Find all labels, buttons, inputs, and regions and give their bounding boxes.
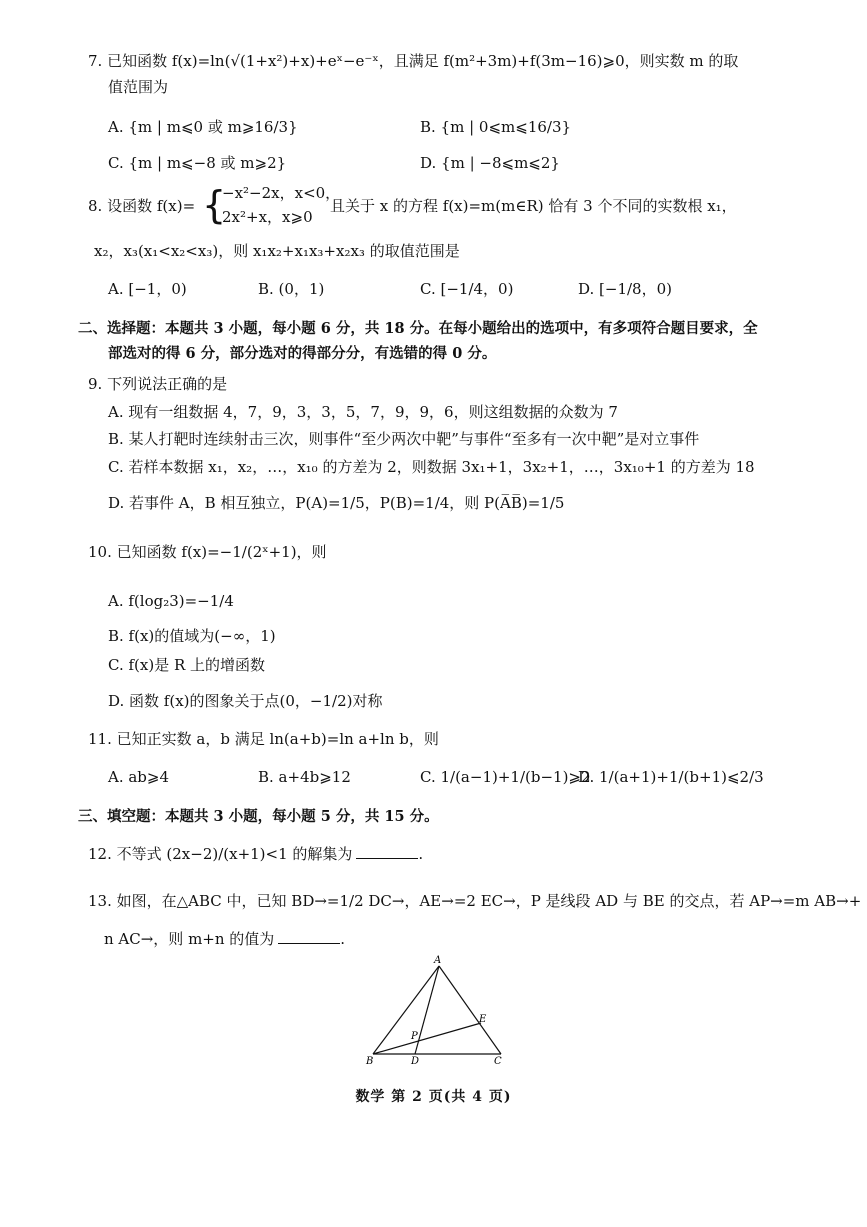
label-d: D bbox=[411, 1056, 420, 1067]
q9-option-c: C. 若样本数据 x₁，x₂，…，x₁₀ 的方差为 2，则数据 3x₁+1，3x₂+1，…，3x₁₀+1 的方差为 18 bbox=[108, 458, 755, 476]
q12-stem bbox=[88, 843, 423, 865]
q10-option-a: A. f(log₂3)=−1/4 bbox=[108, 592, 234, 610]
q7-option-a: A. {m | m⩽0 或 m⩾16/3} bbox=[108, 118, 298, 136]
label-p: P bbox=[411, 1031, 418, 1042]
label-c: C bbox=[494, 1056, 502, 1067]
q10-option-d: D. 函数 f(x)的图象关于点(0，−1/2)对称 bbox=[108, 692, 383, 710]
label-b: B bbox=[366, 1056, 374, 1067]
q8-option-c: C. [−1/4，0) bbox=[420, 280, 514, 298]
label-a: A bbox=[434, 955, 442, 966]
q13-answer-blank[interactable] bbox=[278, 929, 340, 944]
q11-option-d: D. 1/(a+1)+1/(b+1)⩽2/3 bbox=[578, 768, 764, 786]
q13-stem-line1: 13. 如图，在△ABC 中，已知 BD→=1/2 DC→，AE→=2 EC→，P 是线段 AD 与 BE 的交点，若 AP→=m AB→+ bbox=[88, 892, 862, 910]
q10-option-b: B. f(x)的值域为(−∞，1) bbox=[108, 627, 276, 645]
q7-option-b: B. {m | 0⩽m⩽16/3} bbox=[420, 118, 572, 136]
q8-option-d: D. [−1/8，0) bbox=[578, 280, 672, 298]
page-footer: 数学 第 2 页(共 4 页) bbox=[355, 1089, 512, 1105]
q8-case-1: −x²−2x，x<0， bbox=[222, 184, 341, 202]
q9-option-b: B. 某人打靶时连续射击三次，则事件“至少两次中靶”与事件“至多有一次中靶”是对立事件 bbox=[108, 430, 700, 448]
q8-stem-line1a: 8. 设函数 f(x)= bbox=[88, 197, 196, 215]
q10-option-c: C. f(x)是 R 上的增函数 bbox=[108, 656, 266, 674]
q11-option-b: B. a+4b⩾12 bbox=[258, 768, 351, 786]
q8-stem-line1b: 且关于 x 的方程 f(x)=m(m∈R) 恰有 3 个不同的实数根 x₁， bbox=[330, 197, 737, 215]
q8-option-b: B. (0，1) bbox=[258, 280, 325, 298]
q7-option-d: D. {m | −8⩽m⩽2} bbox=[420, 154, 560, 172]
segment-be bbox=[373, 1023, 481, 1054]
q8-option-a: A. [−1，0) bbox=[108, 280, 187, 298]
label-e: E bbox=[479, 1014, 487, 1025]
q7-option-c: C. {m | m⩽−8 或 m⩾2} bbox=[108, 154, 287, 172]
side-ab bbox=[373, 966, 439, 1054]
triangle-figure bbox=[360, 950, 520, 1070]
section2-header-line2: 部选对的得 6 分，部分选对的得部分分，有选错的得 0 分。 bbox=[108, 345, 497, 362]
q11-option-a: A. ab⩾4 bbox=[108, 768, 170, 786]
q12-text: 12. 不等式 (2x−2)/(x+1)<1 的解集为 bbox=[88, 845, 353, 863]
q7-stem-line1: 7. 已知函数 f(x)=ln(√(1+x²)+x)+eˣ−e⁻ˣ，且满足 f(m²+3m)+f(3m−16)⩾0，则实数 m 的取 bbox=[88, 52, 739, 70]
q13-text: n AC→，则 m+n 的值为 bbox=[104, 930, 275, 948]
q12-period: . bbox=[418, 845, 424, 863]
q13-period: . bbox=[340, 930, 346, 948]
q8-case-brace: { bbox=[202, 183, 227, 227]
q9-option-a: A. 现有一组数据 4，7，9，3，3，5，7，9，9，6，则这组数据的众数为 7 bbox=[108, 403, 618, 421]
q8-stem-line2: x₂，x₃(x₁<x₂<x₃)，则 x₁x₂+x₁x₃+x₂x₃ 的取值范围是 bbox=[94, 242, 460, 260]
q13-stem-line2 bbox=[104, 928, 345, 950]
q9-option-d: D. 若事件 A，B 相互独立，P(A)=1/5，P(B)=1/4，则 P(A̅B̅)=1/5 bbox=[108, 494, 565, 512]
q11-stem: 11. 已知正实数 a，b 满足 ln(a+b)=ln a+ln b，则 bbox=[88, 730, 439, 748]
q8-case-2: 2x²+x，x⩾0 bbox=[222, 208, 313, 226]
section2-header-line1: 二、选择题：本题共 3 小题，每小题 6 分，共 18 分。在每小题给出的选项中，有多项符合题目要求，全 bbox=[78, 320, 758, 337]
side-ac bbox=[439, 966, 501, 1054]
q9-stem: 9. 下列说法正确的是 bbox=[88, 375, 228, 393]
q11-option-c: C. 1/(a−1)+1/(b−1)⩾2 bbox=[420, 768, 591, 786]
section3-header: 三、填空题：本题共 3 小题，每小题 5 分，共 15 分。 bbox=[78, 808, 439, 825]
q10-stem: 10. 已知函数 f(x)=−1/(2ˣ+1)，则 bbox=[88, 543, 327, 561]
q7-stem-line2: 值范围为 bbox=[108, 78, 169, 96]
q12-answer-blank[interactable] bbox=[356, 844, 418, 859]
